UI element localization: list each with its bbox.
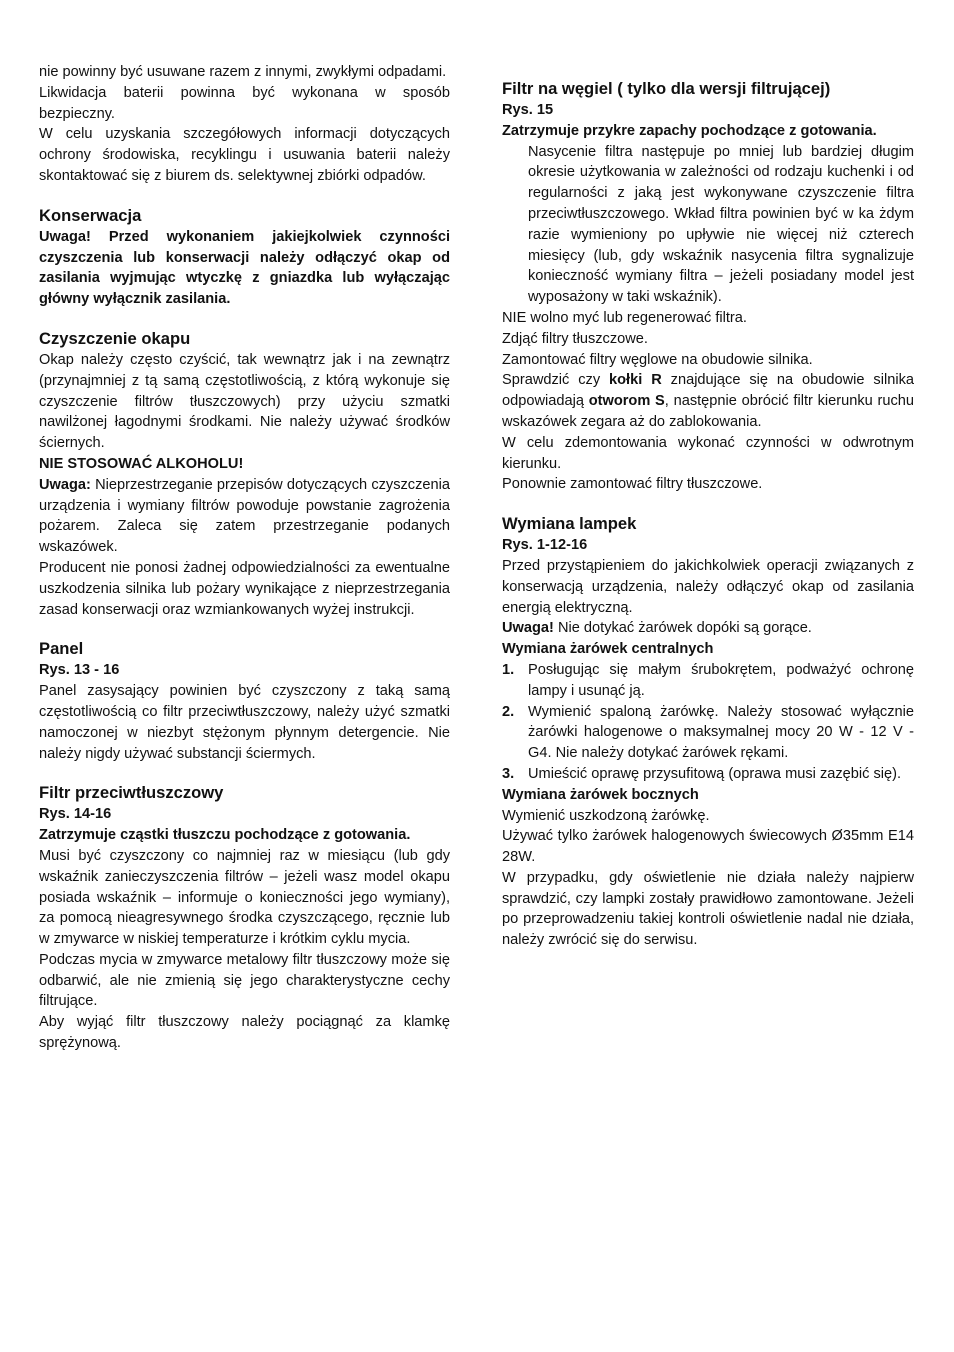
section-konserwacja [39,205,450,310]
section-heading: Filtr na węgiel ( tylko dla wersji filtrującej) [502,79,831,98]
list-number: 2. [502,703,515,720]
uwaga-text: Nieprzestrzeganie przepisów dotyczących czyszczenia urządzenia i wymiany filtrów powoduje powstanie zagrożenia pożarem. Zaleca się zatem przestrzeganie podanych wskazówek. [39,476,450,556]
figure-reference: Rys. 14-16 [39,806,112,823]
paragraph: Używać tylko żarówek halogenowych świecowych Ø35mm E14 28W. [502,828,914,866]
list-number: 1. [502,661,515,678]
paragraph: Panel zasysający powinien być czyszczony z taką samą częstotliwością co filtr przeciwtłuszczowy, należy użyć szmatki namoczonej w niezbyt stężonym płynnym detergencie. Nie należy nigdy używać substancji ściermych. [39,683,450,762]
section-filtr [39,782,450,1054]
paragraph: W przypadku, gdy oświetlenie nie działa należy najpierw sprawdzić, czy lampki zostały prawidłowo zamontowane. Jeżeli po przeprowadzeniu takiej kontroli oświetlenie nadal nie działa, należy zwrócić się do serwisu. [502,869,914,949]
figure-reference: Rys. 15 [502,102,554,118]
paragraph: Podczas mycia w zmywarce metalowy filtr tłuszczowy może się odbarwić, ale nie zmienią się jego charakterystyczne cechy filtrujące. [39,951,450,1010]
alcohol-warning: NIE STOSOWAĆ ALKOHOLU! [39,455,244,472]
text-run: Sprawdzić czy [502,372,610,389]
section-lampki [502,513,914,951]
paragraph: NIE wolno myć lub regenerować filtra. [502,309,747,326]
intro-paragraph: Likwidacja baterii powinna być wykonana w sposób bezpieczny. [39,84,450,122]
paragraph: Ponownie zamontować filtry tłuszczowe. [502,476,763,493]
paragraph [502,370,914,432]
uwaga-paragraph [39,475,450,558]
text-run-bold: otworom S [588,393,665,410]
paragraph: Okap należy często czyścić, tak wewnątrz jak i na zewnątrz (przynajmniej z tą samą częstotliwością, z którą wykonuje się czyszczenie filtrów tłuszczowych) przy użyciu szmatki nawilżonej łagodnymi środkami. Nie należy używać środków ściernych. [39,351,450,452]
figure-reference: Rys. 13 - 16 [39,662,120,679]
text-run-bold: kołki R [609,372,662,389]
section-heading: Filtr przeciwtłuszczowy [39,783,224,803]
subheading: Wymiana żarówek bocznych [502,786,699,803]
list-item [502,764,914,785]
section-czyszczenie [39,328,450,620]
paragraph: Wymienić uszkodzoną żarówkę. [502,807,710,824]
paragraph: Zamontować filtry węglowe na obudowie silnika. [502,351,813,368]
section-panel [39,638,450,764]
intro-paragraph: W celu uzyskania szczegółowych informacji dotyczących ochrony środowiska, recyklingu i usuwania baterii należy skontaktować się z biurem ds. selektywnej zbiórki odpadów. [39,126,450,184]
section-heading: Panel [39,639,84,659]
paragraph: Musi być czyszczony co najmniej raz w miesiącu (lub gdy wskaźnik zanieczyszczenia filtrów – jeżeli wasz model okapu posiada wskaźnik – informuje o konieczności jego wymiany), za pomocą nieagresywnego środka czyszczącego, ręcznie lub w zmywarce w niskiej temperaturze i krótkim cyklu mycia. [39,847,450,948]
subheading: Wymiana żarówek centralnych [502,641,714,658]
indented-paragraph: Nasycenie filtra następuje po mniej lub bardziej długim okresie użytkowania w zależności od rodzaju kuchenki i od regularności z jaką jest wykonywane czyszczenie filtra przeciwtłuszczowego. Wkład filtra powinien być w ka żdym razie wymieniony po upływie nie więcej niż czterech miesięcy (lub, gdy wskaźnik nasycenia filtra sygnalizuje konieczność wymiany filtra – jeżeli posiadany model jest wyposażony w taki wskaźnik). [528,143,914,306]
section-heading: Konserwacja [39,205,142,225]
list-text: Wymienić spaloną żarówkę. Należy stosować wyłącznie żarówki halogenowe o maksymalnej mocy 20 W - 12 V - G4. Nie należy dotykać żarówek rękami. [528,703,914,762]
text-run: znajdujące się na obudowie silnika odpowiadają [502,372,914,410]
uwaga-text: Nie dotykać żarówek dopóki są gorące. [553,620,812,637]
paragraph: Przed przystąpieniem do jakichkolwiek operacji związanych z konserwacją urządzenia, należy odłączyć okap od zasilania energią elektryczną. [502,557,914,616]
section-filtr-wegiel [502,78,914,495]
text-run: , następnie obrócić filtr kierunku ruchu wskazówek zegara aż do zablokowania. [502,393,914,430]
uwaga-label: Uwaga: [39,476,91,493]
list-item [502,702,914,764]
paragraph: Aby wyjąć filtr tłuszczowy należy pociągnąć za klamkę sprężynową. [39,1014,450,1052]
uwaga-paragraph [502,618,914,639]
paragraph: W celu zdemontowania wykonać czynności w odwrotnym kierunku. [502,434,914,472]
list-text: Posługując się małym śrubokrętem, podważyć ochronę lampy i usunąć ją. [528,661,914,699]
paragraph: Zdjąć filtry tłuszczowe. [502,330,648,347]
paragraph: Producent nie ponosi żadnej odpowiedzialności za ewentualne uszkodzenia silnika lub pożary wynikające z nieprzestrzegania zasad konserwacji oraz wzmiankowanych wyżej instrukcji. [39,559,450,618]
list-text: Umieścić oprawę przysufitową (oprawa musi zazębić się). [528,765,902,782]
section-heading: Wymiana lampek [502,514,637,534]
intro-paragraph: nie powinny być usuwane razem z innymi, zwykłymi odpadami. [39,64,447,80]
figure-reference: Rys. 1-12-16 [502,537,588,554]
lead-text: Zatrzymuje cząstki tłuszczu pochodzące z gotowania. [39,827,411,844]
list-item [502,660,914,702]
lead-text: Zatrzymuje przykre zapachy pochodzące z gotowania. [502,122,877,139]
list-number: 3. [502,765,515,782]
left-column [39,62,450,1054]
section-heading: Czyszczenie okapu [39,328,191,348]
warning-text: Uwaga! Przed wykonaniem jakiejkolwiek czynności czyszczenia lub konserwacji należy odłączyć okap od zasilania wyjmując wtyczkę z gniazdka lub wyłączając główny wyłącznik zasilania. [39,228,450,308]
uwaga-label: Uwaga! [502,620,554,637]
right-column [502,78,914,951]
